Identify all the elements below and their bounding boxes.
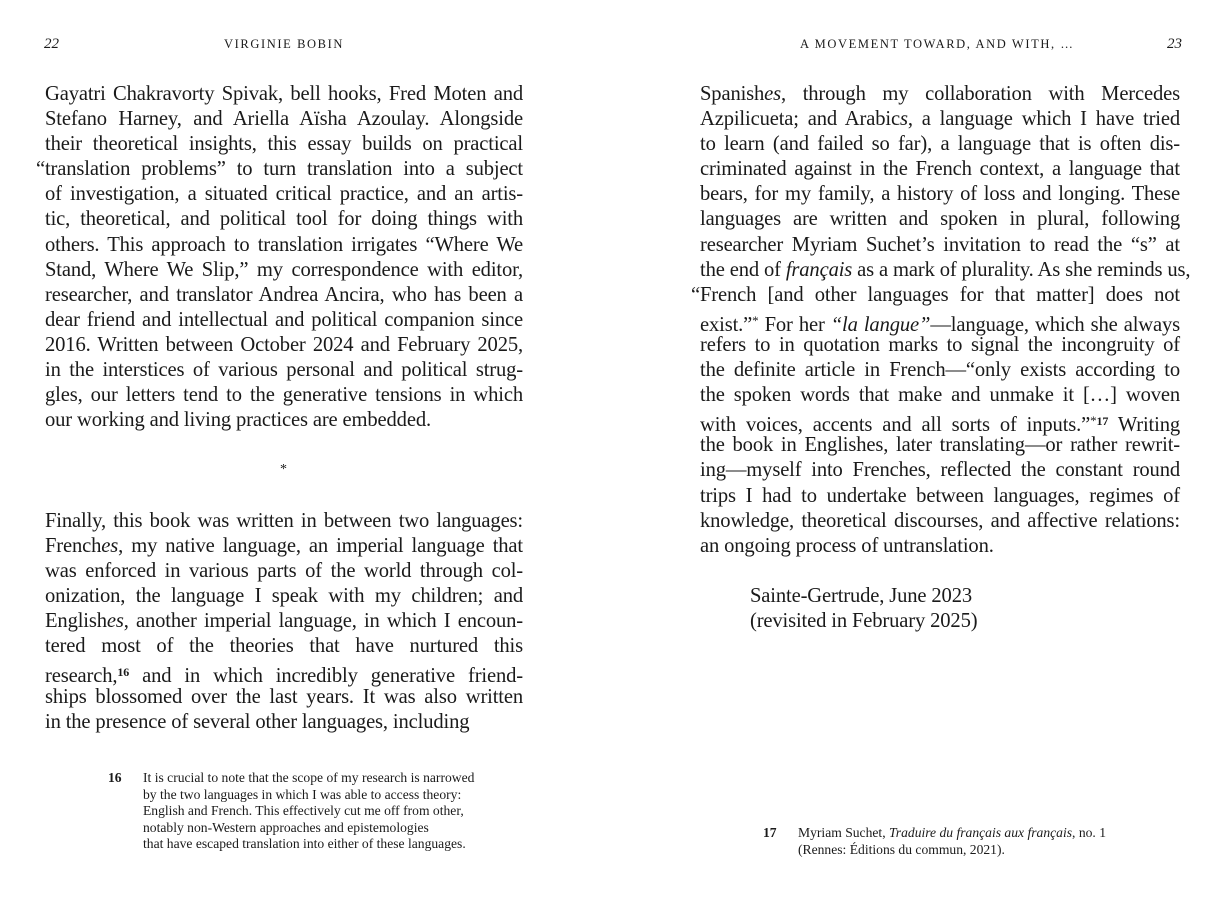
text-segment: —language, which she always	[930, 313, 1180, 336]
text-segment: Finally, this book was written in between two languages:	[45, 510, 523, 532]
footnote-reference: 16	[117, 664, 130, 679]
text-segment: Myriam Suchet,	[798, 825, 889, 840]
text-line	[45, 207, 523, 232]
text-segment: onization, the language I speak with my children; and	[45, 585, 523, 608]
text-segment: , another imperial language, in which I encoun-	[123, 610, 523, 633]
text-line	[700, 233, 1180, 258]
text-segment: of investigation, a situated critical practice, and an artis-	[45, 183, 523, 206]
text-segment: exist.”	[700, 313, 753, 336]
text-segment: the definite article in French—“only exists according to	[700, 359, 1180, 382]
text-line	[700, 182, 1180, 207]
text-segment: our working and living practices are embedded.	[45, 409, 431, 432]
text-segment: Azpilicueta; and Arabic	[700, 108, 900, 131]
text-line	[45, 383, 523, 408]
text-line	[45, 358, 523, 383]
text-segment: knowledge, theoretical discourses, and affective relations:	[700, 509, 1180, 532]
text-segment: refers to in quotation marks to signal the incongruity of	[700, 333, 1180, 356]
text-segment: dear friend and intellectual and political companion since	[45, 308, 523, 331]
text-segment: to learn (and failed so far), a language that is often dis-	[700, 133, 1180, 156]
text-segment: es	[764, 83, 782, 105]
text-segment: (revisited in February 2025)	[750, 610, 978, 633]
footnote-line: notably non-Western approaches and epistemologies	[143, 819, 429, 835]
text-line	[700, 458, 1180, 483]
text-segment: “la langue”	[830, 313, 931, 336]
text-segment: tic, theoretical, and political tool for doing things with	[45, 208, 523, 231]
text-segment: as a mark of plurality. As she reminds us,	[852, 258, 1191, 281]
text-line	[45, 534, 523, 559]
footnote-number: 17	[763, 825, 777, 840]
note-marker: *	[752, 312, 759, 328]
text-line	[45, 82, 523, 107]
text-line	[45, 107, 523, 132]
body-paragraph	[45, 509, 523, 735]
text-line	[700, 258, 1191, 283]
text-segment: Sainte-Gertrude, June 2023	[750, 585, 972, 607]
body-paragraph	[691, 82, 1191, 559]
text-line	[45, 685, 523, 710]
text-segment: others. This approach to translation irrigates “Where We	[45, 233, 523, 256]
text-line	[700, 82, 1180, 107]
text-segment: , a language which I have tried	[907, 108, 1180, 131]
text-line	[700, 408, 1180, 437]
text-segment: , no. 1	[1072, 825, 1107, 840]
text-segment: researcher Myriam Suchet’s invitation to read the “s” at	[700, 233, 1180, 256]
text-segment: the spoken words that make and unmake it […] woven	[700, 384, 1180, 407]
text-segment: was enforced in various parts of the world through col-	[45, 560, 523, 583]
text-segment: Spanish	[700, 83, 765, 105]
text-segment: Stefano Harney, and Ariella Aïsha Azoulay. Alongside	[45, 108, 523, 131]
page-number: 22	[44, 36, 59, 52]
section-separator: *	[280, 462, 287, 477]
text-segment: For her	[758, 313, 831, 336]
text-line	[700, 358, 1180, 383]
running-head: VIRGINIE BOBIN	[224, 37, 344, 51]
footnote	[108, 770, 475, 853]
text-segment: Gayatri Chakravorty Spivak, bell hooks, Fred Moten and	[45, 83, 523, 105]
text-segment: their theoretical insights, this essay builds on practical	[45, 133, 523, 156]
right-page	[612, 0, 1224, 903]
running-head: A MOVEMENT TOWARD, AND WITH, …	[800, 37, 1075, 51]
text-segment: “French [and other languages for that matter] does not	[691, 283, 1180, 306]
text-segment: the book in Englishes, later translating—or rather rewrit-	[700, 434, 1180, 457]
footnote-line: that have escaped translation into either of these languages.	[143, 836, 466, 852]
signature-block	[750, 584, 977, 634]
text-line	[45, 258, 523, 283]
text-line	[45, 710, 523, 735]
text-line	[45, 333, 523, 358]
text-line	[700, 132, 1180, 157]
text-line	[45, 509, 523, 534]
footnote-line: by the two languages in which I was able to access theory:	[143, 786, 462, 802]
text-line	[45, 132, 523, 157]
text-segment: trips I had to undertake between languages, regimes of	[700, 484, 1180, 507]
text-line	[691, 283, 1180, 308]
footnote-line: It is crucial to note that the scope of my research is narrowed	[143, 770, 475, 785]
text-segment: “translation problems” to turn translation into a subject	[36, 158, 523, 181]
text-segment: research,	[45, 664, 118, 687]
text-segment: English	[45, 610, 107, 633]
text-line	[700, 383, 1180, 408]
text-segment: in the presence of several other languages, including	[45, 710, 470, 733]
text-line	[700, 308, 1180, 336]
text-segment: an ongoing process of untranslation.	[700, 534, 994, 557]
footnote	[763, 825, 1107, 858]
footnote-line	[798, 825, 1106, 842]
text-line	[45, 233, 523, 258]
page-number: 23	[1167, 36, 1182, 52]
footnote-text	[798, 825, 1106, 858]
text-line	[36, 157, 523, 182]
text-line	[45, 634, 523, 659]
text-line	[700, 207, 1180, 232]
footnote-number: 16	[108, 770, 122, 785]
footnote-reference: 17	[1096, 414, 1109, 429]
text-segment: researcher, and translator Andrea Ancira, who has been a	[45, 283, 523, 306]
note-marker: *	[1090, 413, 1097, 429]
text-line	[750, 584, 977, 609]
text-line	[700, 157, 1180, 182]
text-segment: Writing	[1108, 414, 1180, 437]
text-segment: français	[785, 258, 853, 281]
text-line	[45, 559, 523, 584]
text-segment: languages are written and spoken in plural, following	[700, 208, 1180, 231]
text-segment: French	[45, 535, 102, 558]
text-segment: , my native language, an imperial language that	[118, 535, 523, 558]
text-segment: (Rennes: Éditions du commun, 2021).	[798, 841, 1005, 857]
text-line	[700, 333, 1180, 358]
text-line	[45, 182, 523, 207]
text-line	[45, 283, 523, 308]
text-line	[700, 107, 1180, 132]
text-line	[700, 534, 1180, 559]
text-segment: bears, for my family, a history of loss and longing. These	[700, 183, 1180, 206]
text-segment: the end of	[700, 258, 786, 281]
text-line	[700, 433, 1180, 458]
text-segment: ing—myself into Frenches, reflected the constant round	[700, 459, 1180, 482]
text-segment: tered most of the theories that have nurtured this	[45, 635, 523, 658]
text-line	[45, 584, 523, 609]
text-segment: criminated against in the French context, a language that	[700, 158, 1180, 181]
text-segment: es	[101, 535, 119, 558]
text-segment: Stand, Where We Slip,” my correspondence with editor,	[45, 258, 523, 281]
text-segment: and in which incredibly generative friend-	[129, 664, 523, 687]
text-segment: Traduire du français aux français	[889, 825, 1073, 840]
text-line	[45, 660, 523, 685]
text-segment: with voices, accents and all sorts of inputs.”	[700, 414, 1091, 437]
text-segment: 2016. Written between October 2024 and February 2025,	[45, 333, 523, 356]
text-line	[45, 408, 523, 433]
text-segment: in the interstices of various personal and political strug-	[45, 359, 523, 382]
text-segment: es	[106, 610, 124, 633]
text-line	[45, 308, 523, 333]
body-paragraph	[36, 82, 523, 433]
text-segment: ships blossomed over the last years. It was also written	[45, 685, 523, 708]
text-line	[750, 609, 977, 634]
footnote-line: English and French. This effectively cut me off from other,	[143, 803, 464, 819]
text-line	[700, 509, 1180, 534]
text-line	[45, 609, 523, 634]
text-segment: , through my collaboration with Mercedes	[781, 83, 1180, 105]
text-segment: s	[899, 108, 908, 131]
text-line	[700, 484, 1180, 509]
footnote-line	[798, 842, 1106, 859]
text-segment: gles, our letters tend to the generative tensions in which	[45, 384, 523, 407]
